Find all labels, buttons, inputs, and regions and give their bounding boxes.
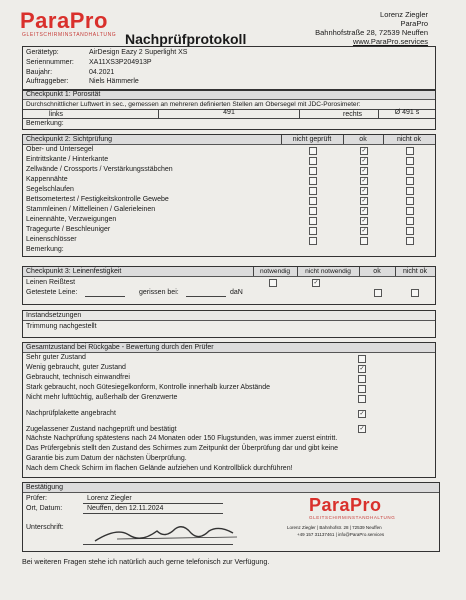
checklist-item-label: Tragegurte / Beschleuniger xyxy=(26,226,111,233)
checklist-item-label: Bettsometertest / Festigkeitskontrolle Gewebe xyxy=(26,196,169,203)
footer-text: Bei weiteren Fragen stehe ich natürlich auch gerne telefonisch zur Verfügung. xyxy=(22,557,270,566)
ort-datum-value: Neuffen, den 12.11.2024 xyxy=(87,505,164,512)
checkbox-nicht-geprueft[interactable] xyxy=(309,157,317,165)
checkbox-nicht-ok[interactable] xyxy=(406,157,414,165)
handwritten-signature xyxy=(87,519,247,545)
condition-option-label: Nicht mehr lufttüchtig, außerhalb der Grenzwerte xyxy=(26,394,178,401)
stamp-contact: +49 157 31137461 | info@ParaPro.services xyxy=(297,532,385,537)
checkbox-nicht-geprueft[interactable] xyxy=(309,147,317,155)
checkbox-nicht-geprueft[interactable] xyxy=(309,187,317,195)
getestete-leine-label: Getestete Leine: xyxy=(26,289,78,296)
checkbox-ok[interactable]: ✓ xyxy=(361,148,367,154)
confirmation-title: Bestätigung xyxy=(23,483,439,493)
checkbox-nicht-geprueft[interactable] xyxy=(309,217,317,225)
checkbox-ok[interactable]: ✓ xyxy=(361,198,367,204)
checkbox-nicht-ok[interactable] xyxy=(411,289,419,297)
notice-line: Das Prüfergebnis stellt den Zustand des Schirmes zum Zeitpunkt der Überprüfung dar und gibt keine xyxy=(26,445,339,452)
checkbox-ok[interactable]: ✓ xyxy=(361,228,367,234)
pruefer-label: Prüfer: xyxy=(26,495,48,502)
checkbox-ok[interactable]: ✓ xyxy=(361,158,367,164)
col-ok: ok xyxy=(373,268,381,275)
page-title: Nachprüfprotokoll xyxy=(125,31,247,47)
address-line: ParaPro xyxy=(400,19,428,28)
checkbox-nicht-ok[interactable] xyxy=(406,147,414,155)
col-nicht-ok: nicht ok xyxy=(402,268,428,275)
col-divider xyxy=(359,267,360,276)
checkbox-nicht-geprueft[interactable] xyxy=(309,227,317,235)
checkbox-ok[interactable]: ✓ xyxy=(361,188,367,194)
checkbox-notwendig[interactable] xyxy=(269,279,277,287)
address-line: Bahnhofstraße 28, 72539 Neuffen xyxy=(315,28,428,37)
checkbox-nicht-geprueft[interactable] xyxy=(309,177,317,185)
stamp-address: Lorenz Ziegler | Bahnhofstr. 28 | 72539 Neuffen xyxy=(287,525,382,530)
checkbox-nicht-ok[interactable] xyxy=(406,197,414,205)
checkbox-nicht-ok[interactable] xyxy=(406,167,414,175)
website-link[interactable]: www.ParaPro.services xyxy=(352,37,428,46)
col-divider xyxy=(297,267,298,276)
gerissen-bei-label: gerissen bei: xyxy=(139,289,179,296)
checkbox-nicht-ok[interactable] xyxy=(406,217,414,225)
confirmation-box xyxy=(22,482,440,552)
checkpoint-2-title: Checkpunkt 2: Sichtprüfung xyxy=(23,135,435,145)
fill-line xyxy=(186,296,226,297)
checkbox-nicht-ok[interactable] xyxy=(406,237,414,245)
plakette-label: Nachprüfplakette angebracht xyxy=(26,410,116,417)
notice-line: Nächste Nachprüfung spätestens nach 24 Monaten oder 150 Flugstunden, was immer zuerst eintritt. xyxy=(26,435,338,442)
checklist-item-label: Eintrittskante / Hinterkante xyxy=(26,156,109,163)
info-label: Auftraggeber: xyxy=(26,78,69,85)
checkbox-nicht-geprueft[interactable] xyxy=(309,167,317,175)
row-divider xyxy=(23,118,435,119)
checklist-item-label: Ober- und Untersegel xyxy=(26,146,94,153)
condition-option-label: Stark gebraucht, noch Gütesiegelkonform, Kontrolle innerhalb kurzer Abstände xyxy=(26,384,270,391)
checkbox-ok[interactable] xyxy=(360,237,368,245)
fill-line xyxy=(83,513,223,514)
checklist-item-label: Kappennähte xyxy=(26,176,68,183)
condition-checkbox[interactable] xyxy=(358,375,366,383)
checklist-item-label: Leinennähte, Verzweigungen xyxy=(26,216,117,223)
checkpoint-1-title: Checkpunkt 1: Porosität xyxy=(23,91,435,100)
col-divider xyxy=(383,135,384,144)
address-line: Lorenz Ziegler xyxy=(380,10,428,19)
fill-line xyxy=(83,544,233,545)
checkbox-nicht-ok[interactable] xyxy=(406,177,414,185)
checklist-item-label: Segelschlaufen xyxy=(26,186,74,193)
logo-tagline: GLEITSCHIRMINSTANDHALTUNG xyxy=(22,32,117,38)
condition-checkbox[interactable]: ✓ xyxy=(359,366,365,372)
device-info-box xyxy=(22,46,436,90)
checkbox-nicht-geprueft[interactable] xyxy=(309,207,317,215)
repairs-box xyxy=(22,310,436,338)
average-value: Ø 491 s xyxy=(378,109,435,118)
info-value: 04.2021 xyxy=(89,69,115,76)
notice-line: Garantie bis zum Datum der nächsten Überprüfung. xyxy=(26,455,187,462)
checklist-item-label: Zellwände / Crossports / Verstärkungsstäbchen xyxy=(26,166,173,173)
repairs-title: Instandsetzungen xyxy=(23,311,435,321)
checkbox-nicht-geprueft[interactable] xyxy=(309,237,317,245)
info-value: Niels Hämmerle xyxy=(89,78,139,85)
condition-option-label: Sehr guter Zustand xyxy=(26,354,86,361)
parapro-logo: ParaPro xyxy=(20,8,108,33)
stamp-tagline: GLEITSCHIRMINSTANDHALTUNG xyxy=(309,515,396,520)
info-label: Seriennummer: xyxy=(26,59,74,66)
col-divider xyxy=(343,135,344,144)
leinen-reisstest-label: Leinen Reißtest xyxy=(26,279,76,286)
fill-line xyxy=(85,296,125,297)
checkbox-nicht-notwendig[interactable]: ✓ xyxy=(313,280,319,286)
checkbox-approved[interactable]: ✓ xyxy=(359,426,365,432)
checklist-item-label: Stammleinen / Mittelleinen / Galerieleinen xyxy=(26,206,156,213)
col-divider xyxy=(281,135,282,144)
checkpoint-3-box xyxy=(22,266,436,305)
repairs-text: Trimmung nachgestellt xyxy=(26,323,97,330)
checkpoint-2-box xyxy=(22,134,436,257)
company-stamp xyxy=(281,495,431,545)
fill-line xyxy=(83,503,223,504)
ort-datum-label: Ort, Datum: xyxy=(26,505,63,512)
checkbox-nicht-ok[interactable] xyxy=(406,227,414,235)
condition-option-label: Gebraucht, technisch einwandfrei xyxy=(26,374,130,381)
checkpoint-3-title: Checkpunkt 3: Leinenfestigkeit xyxy=(23,267,435,277)
checkbox-ok[interactable]: ✓ xyxy=(361,168,367,174)
info-label: Gerätetyp: xyxy=(26,49,59,56)
col-divider xyxy=(395,267,396,276)
condition-checkbox[interactable] xyxy=(358,395,366,403)
col-divider xyxy=(253,267,254,276)
checkpoint-1-note: Bemerkung: xyxy=(26,120,64,127)
dan-unit: daN xyxy=(230,289,243,296)
col-nicht-ok: nicht ok xyxy=(396,136,422,143)
condition-checkbox[interactable] xyxy=(358,355,366,363)
checkbox-nicht-ok[interactable] xyxy=(406,187,414,195)
overall-title: Gesamtzustand bei Rückgabe - Bewertung durch den Prüfer xyxy=(23,343,435,353)
checkbox-nicht-geprueft[interactable] xyxy=(309,197,317,205)
col-notwendig: notwendig xyxy=(259,268,291,275)
checkbox-ok[interactable] xyxy=(374,289,382,297)
links-value: 491 xyxy=(158,109,300,118)
checkbox-plakette[interactable]: ✓ xyxy=(359,411,365,417)
pruefer-value: Lorenz Ziegler xyxy=(87,495,132,502)
col-nicht-notwendig: nicht notwendig xyxy=(305,268,351,275)
notice-line: Nach dem Check Schirm im flachen Gelände aufziehen und Kontrollblick durchführen! xyxy=(26,465,293,472)
checkpoint-2-note: Bemerkung: xyxy=(26,246,64,253)
checkbox-ok[interactable]: ✓ xyxy=(361,218,367,224)
checkbox-ok[interactable]: ✓ xyxy=(361,208,367,214)
porosity-description: Durchschnittlicher Luftwert in sec., gemessen an mehreren definierten Stellen am Obersegel mit JDC-Porosimeter: xyxy=(26,101,361,108)
info-value: AirDesign Eazy 2 Superlight XS xyxy=(89,49,188,56)
info-label: Baujahr: xyxy=(26,69,53,76)
rechts-label: rechts xyxy=(343,111,363,118)
stamp-logo: ParaPro xyxy=(309,495,382,515)
approved-label: Zugelassener Zustand nachgeprüft und bestätigt xyxy=(26,426,177,433)
info-value: XA11XS3P204913P xyxy=(89,59,152,66)
checkpoint-1-box xyxy=(22,90,436,130)
condition-checkbox[interactable] xyxy=(358,385,366,393)
checklist-item-label: Leinenschlösser xyxy=(26,236,77,243)
col-ok: ok xyxy=(359,136,367,143)
links-label: links xyxy=(49,111,64,118)
signature-label: Unterschrift: xyxy=(26,524,64,531)
checkbox-nicht-ok[interactable] xyxy=(406,207,414,215)
overall-condition-box xyxy=(22,342,436,478)
address-block xyxy=(258,10,428,46)
condition-option-label: Wenig gebraucht, guter Zustand xyxy=(26,364,126,371)
col-nicht-geprueft: nicht geprüft xyxy=(292,136,332,143)
checkbox-ok[interactable]: ✓ xyxy=(361,178,367,184)
